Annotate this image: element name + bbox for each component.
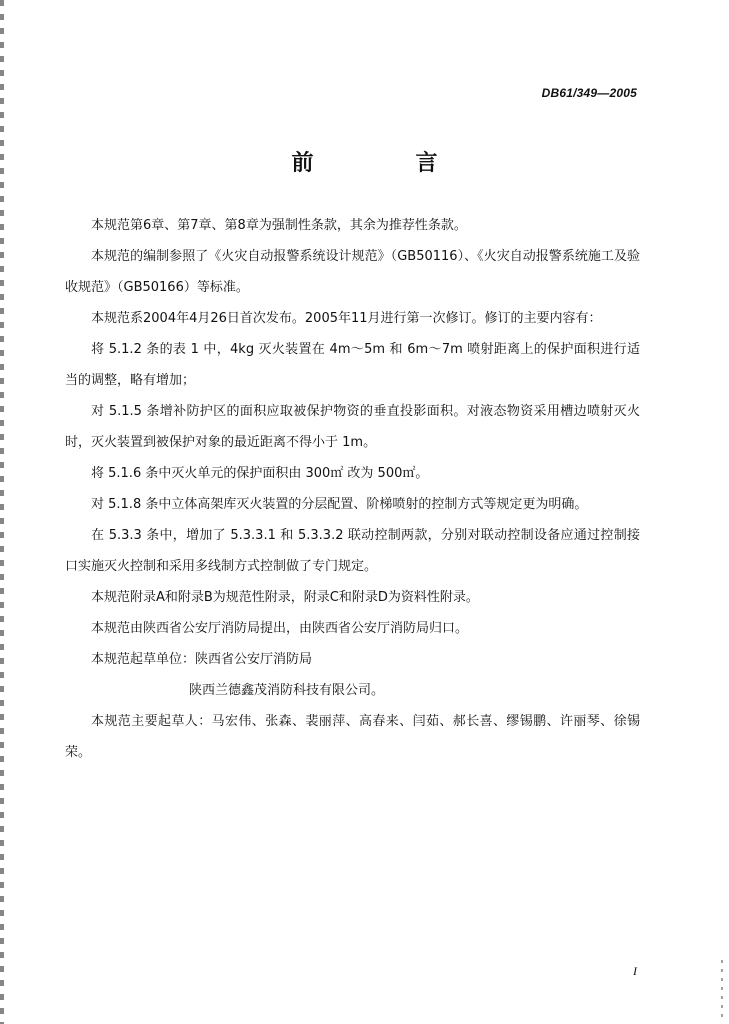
document-code: DB61/349—2005 — [541, 86, 637, 100]
paragraph-drafting-unit: 本规范起草单位：陕西省公安厅消防局 — [91, 652, 313, 667]
paragraph-references: 本规范的编制参照了《火灾自动报警系统设计规范》（GB50116）、《火灾自动报警系统施工及验收规范》（GB50166）等标准。 — [65, 249, 640, 295]
paragraph-proposer: 本规范由陕西省公安厅消防局提出，由陕西省公安厅消防局归口。 — [91, 621, 469, 636]
foreword-body — [65, 210, 640, 768]
page-title: 前 言 — [291, 151, 478, 176]
paragraph-revision-5-3-3: 在 5.3.3 条中，增加了 5.3.3.1 和 5.3.3.2 联动控制两款，分别对联动控制设备应通过控制接口实施灭火控制和采用多线制方式控制做了专门规定。 — [65, 528, 640, 574]
paragraph-revision-5-1-2: 将 5.1.2 条的表 1 中，4kg 灭火装置在 4m～5m 和 6m～7m 喷射距离上的保护面积进行适当的调整，略有增加； — [65, 342, 640, 388]
paragraph-revision-5-1-8: 对 5.1.8 条中立体高架库灭火装置的分层配置、阶梯喷射的控制方式等规定更为明确。 — [91, 497, 588, 512]
paragraph-drafting-unit-continued: 陕西兰德鑫茂消防科技有限公司。 — [189, 683, 385, 698]
page-number: I — [633, 964, 637, 978]
paragraph-drafters: 本规范主要起草人：马宏伟、张森、裴丽萍、高春来、闫茹、郝长喜、缪锡鹏、许丽琴、徐锡荣。 — [65, 714, 640, 760]
paragraph-revision-5-1-6: 将 5.1.6 条中灭火单元的保护面积由 300㎡ 改为 500㎡。 — [91, 466, 429, 481]
paragraph-mandatory-clauses: 本规范第6章、第7章、第8章为强制性条款，其余为推荐性条款。 — [91, 218, 467, 233]
scan-edge-right — [721, 960, 723, 1020]
paragraph-appendices: 本规范附录A和附录B为规范性附录，附录C和附录D为资料性附录。 — [91, 590, 479, 605]
paragraph-revision-5-1-5: 对 5.1.5 条增补防护区的面积应取被保护物资的垂直投影面积。对液态物资采用槽边喷射灭火时，灭火装置到被保护对象的最近距离不得小于 1m。 — [65, 404, 640, 450]
paragraph-revision-history: 本规范系2004年4月26日首次发布。2005年11月进行第一次修订。修订的主要内容有： — [91, 311, 602, 326]
